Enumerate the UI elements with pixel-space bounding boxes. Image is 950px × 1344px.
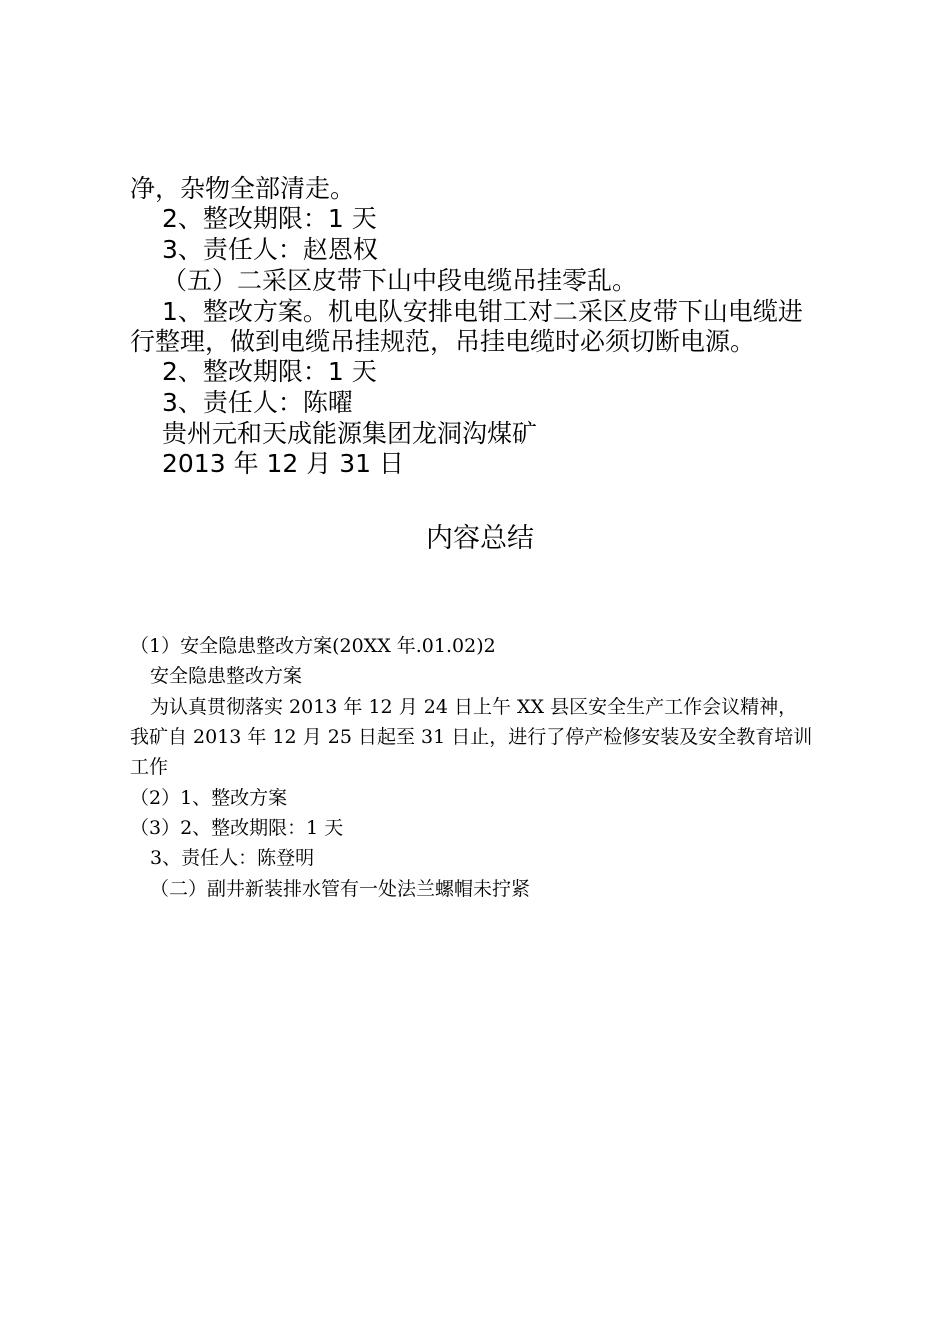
section-heading: （五）二采区皮带下山中段电缆吊挂零乱。 [162,266,638,295]
summary-line: （2）1、整改方案 [130,787,288,809]
body-line: 净，杂物全部清走。 [130,174,356,203]
body-line: 行整理，做到电缆吊挂规范，吊挂电缆时必须切断电源。 [130,327,756,356]
body-line: 1、整改方案。机电队安排电钳工对二采区皮带下山电缆进 [162,297,803,326]
summary-line: （二）副井新装排水管有一处法兰螺帽未拧紧 [150,878,531,900]
summary-line: 3、责任人：陈登明 [150,847,315,869]
summary-line: （1）安全隐患整改方案(20XX 年.01.02)2 [130,635,496,657]
summary-line: 我矿自 2013 年 12 月 25 日起至 31 日止，进行了停产检修安装及安全教育培训 [130,726,813,748]
summary-line: （3）2、整改期限：1 天 [130,817,344,839]
body-line: 3、责任人：赵恩权 [162,235,378,264]
body-line: 2、整改期限：1 天 [162,204,377,233]
summary-line: 为认真贯彻落实 2013 年 12 月 24 日上午 XX 县区安全生产工作会议精神， [150,696,798,718]
summary-line: 安全隐患整改方案 [150,665,303,687]
body-line: 3、责任人：陈曜 [162,388,353,417]
signature-organization: 贵州元和天成能源集团龙洞沟煤矿 [162,419,538,448]
summary-line: 工作 [130,756,169,778]
signature-date: 2013 年 12 月 31 日 [162,449,404,478]
body-line: 2、整改期限：1 天 [162,357,377,386]
summary-title: 内容总结 [426,523,534,554]
